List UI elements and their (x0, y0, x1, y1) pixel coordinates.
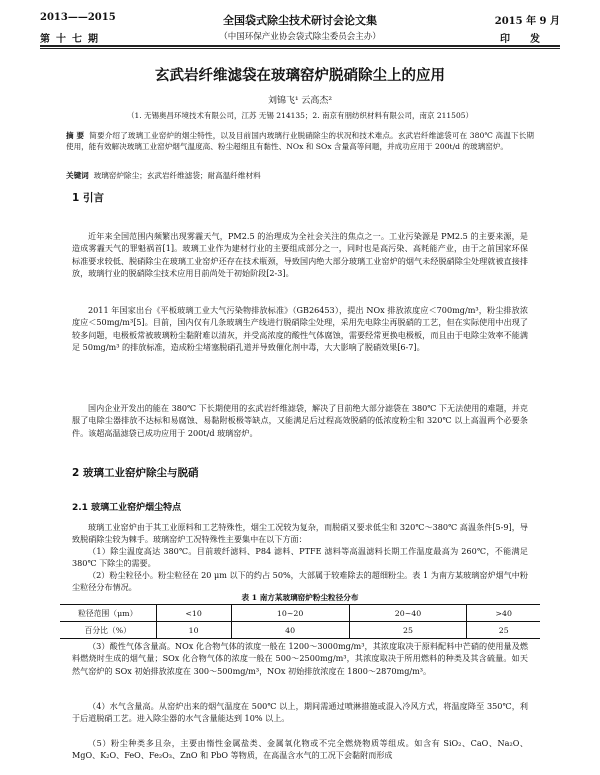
table-cell: 40 (231, 622, 349, 639)
authors: 刘锦飞¹ 云高杰² (267, 96, 333, 106)
section-2-heading: 2 玻璃工业窑炉除尘与脱硝 (72, 467, 199, 479)
affiliation: （1. 无锡奥昌环境技术有限公司，江苏 无锡 214135；2. 南京有朋纺织材料有限公司，南京 211505） (127, 111, 473, 120)
table-row (60, 622, 540, 639)
abstract (66, 130, 534, 152)
abstract-text: 简要介绍了玻璃工业窑炉的烟尘特性，以及目前国内玻璃行业脱硝除尘的状况和技术难点。玄武岩纤维滤袋可在 380℃ 高温下长期使用，能有效解决玻璃工业窑炉烟气温度高、粉尘超细且有黏性、NOx 和 SOx 含量高等问题，并成功应用于 200t/d 的玻璃窑炉。 (66, 131, 535, 151)
keywords (66, 170, 534, 181)
paragraph-2: 2011 年国家出台《平板玻璃工业大气污染物排放标准》（GB26453），提出 NOx 排放浓度应＜700mg/m³，粉尘排放浓度应＜50mg/m³[5]。目前，国内仅有几条玻璃生产线进行脱硝除尘处理，采用先电除尘再脱硝的工艺，但在实际使用中出现了较多问题，电极板常被玻璃粉尘黏附难以清灰，并受高浓度的酸性气体腐蚀，需要经常更换电极板，而且由于电除尘效率不能满足 50mg/m³ 的排放标准，造成粉尘堵塞脱硝孔道并导致催化剂中毒，大大影响了脱硝效果[6-7]。 (72, 305, 528, 352)
table-row-label: 粒径范围（μm） (78, 608, 138, 618)
list-item-5: （5）粉尘种类多且杂，主要由惰性金属盐类、金属氧化物或不完全燃烧物质等组成。如含有 SiO₂、CaO、Na₂O、MgO、K₂O、FeO、Fe₂O₃、ZnO 和 PbO 等物质，在高温含水气的工况下会黏附而形成 (72, 738, 528, 761)
header-rule (40, 45, 560, 47)
header-date: 2015 年 9 月 (494, 16, 560, 27)
particle-size-table (60, 604, 540, 639)
list-item-4: （4）水气含量高。从窑炉出来的烟气温度在 500℃ 以上，期间需通过喷淋措施或混入冷风方式，将温度降至 350℃，利于后道脱硝工艺。进入除尘器的水气含量能达到 10% 以上。 (72, 701, 528, 724)
header-issue: 第十七期 (40, 34, 104, 45)
header-journal: 全国袋式除尘技术研讨会论文集 (223, 14, 377, 27)
abstract-label: 摘 要 (66, 131, 85, 140)
keywords-label: 关键词 (66, 171, 89, 180)
header-years: 2013——2015 (40, 12, 116, 23)
table-row (60, 605, 540, 622)
table-cell: 20~40 (349, 605, 467, 622)
paragraph-3: 国内企业开发出的能在 380℃ 下长期使用的玄武岩纤维滤袋，解决了目前绝大部分滤袋在 380℃ 下无法使用的难题，并克服了电除尘器排放不达标和易腐蚀、易黏附板极等缺点，又能满足后过程高效脱硝的低浓度粉尘和 320℃ 以上高温两个必要条件。该超高温滤袋已成功应用于 200t/d 玻璃窑炉。 (72, 403, 528, 438)
table-cell: <10 (156, 605, 231, 622)
running-header (40, 12, 560, 48)
subsection-2-1-heading: 2.1 玻璃工业窑炉烟尘特点 (72, 503, 182, 513)
table-cell: 10~20 (231, 605, 349, 622)
paragraph-4: 玻璃工业窑炉由于其工业原料和工艺特殊性，烟尘工况较为复杂，而脱硝又要求低尘和 320℃～380℃ 高温条件[5-9]，导致脱硝除尘较为棘手。玻璃窑炉工况特殊性主要集中在以下方面： (72, 522, 528, 545)
section-1-heading: 1 引言 (72, 192, 104, 204)
keywords-text: 玻璃窑炉除尘；玄武岩纤维滤袋；耐高温纤维材料 (93, 171, 261, 180)
table-row-label: 百分比（%） (60, 622, 156, 639)
table-cell: >40 (467, 605, 540, 622)
header-rule-thin (40, 48, 560, 49)
header-publisher: （中国环保产业协会袋式除尘委员会主办） (219, 32, 381, 42)
table-caption: 表 1 南方某玻璃窑炉粉尘粒径分布 (241, 593, 359, 602)
table-cell: 10 (156, 622, 231, 639)
table-cell: 25 (467, 622, 540, 639)
paragraph-1: 近年来全国范围内频繁出现雾霾天气，PM2.5 的治理成为全社会关注的焦点之一。工业污染源是 PM2.5 的主要来源，是造成雾霾天气的罪魁祸首[1]。玻璃工业作为建材行业的主要组成部分之一，同时也是高污染、高耗能产业，由于之前国家环保标准要求较低、脱硝除尘在玻璃工业窑炉还存在技术瓶颈，导致国内绝大部分玻璃工业窑炉的烟气未经脱硝除尘处理就被直接排放，玻璃行业的脱硝除尘技术应用目前尚处于初始阶段[2-3]。 (72, 231, 528, 278)
list-item-3: （3）酸性气体含量高。NOx 化合物气体的浓度一般在 1200～3000mg/m³，其浓度取决于原料配料中芒硝的使用量及燃料燃烧时生成的烟气量；SOx 化合物气体的浓度一般在 500～2500mg/m³，其浓度取决于所用燃料的种类及其含硫量。如天然气窑炉的 SOx 初始排放浓度在 300～500mg/m³，NOx 初始排放浓度在 1800～2870mg/m³。 (72, 641, 528, 676)
table-cell: 25 (349, 622, 467, 639)
header-print: 印发 (500, 34, 560, 45)
list-item-1: （1）除尘温度高达 380℃。目前玻纤滤料、P84 滤料、PTFE 滤料等高温滤料长期工作温度最高为 260℃，不能满足 380℃ 下除尘的需要。 (72, 546, 528, 569)
paper-title: 玄武岩纤维滤袋在玻璃窑炉脱硝除尘上的应用 (155, 68, 445, 84)
list-item-2: （2）粉尘粒径小。粉尘粒径在 20 μm 以下的约占 50%，大部属于较难除去的超细粉尘。表 1 为南方某玻璃窑炉烟气中粉尘粒径分布情况。 (72, 570, 528, 593)
